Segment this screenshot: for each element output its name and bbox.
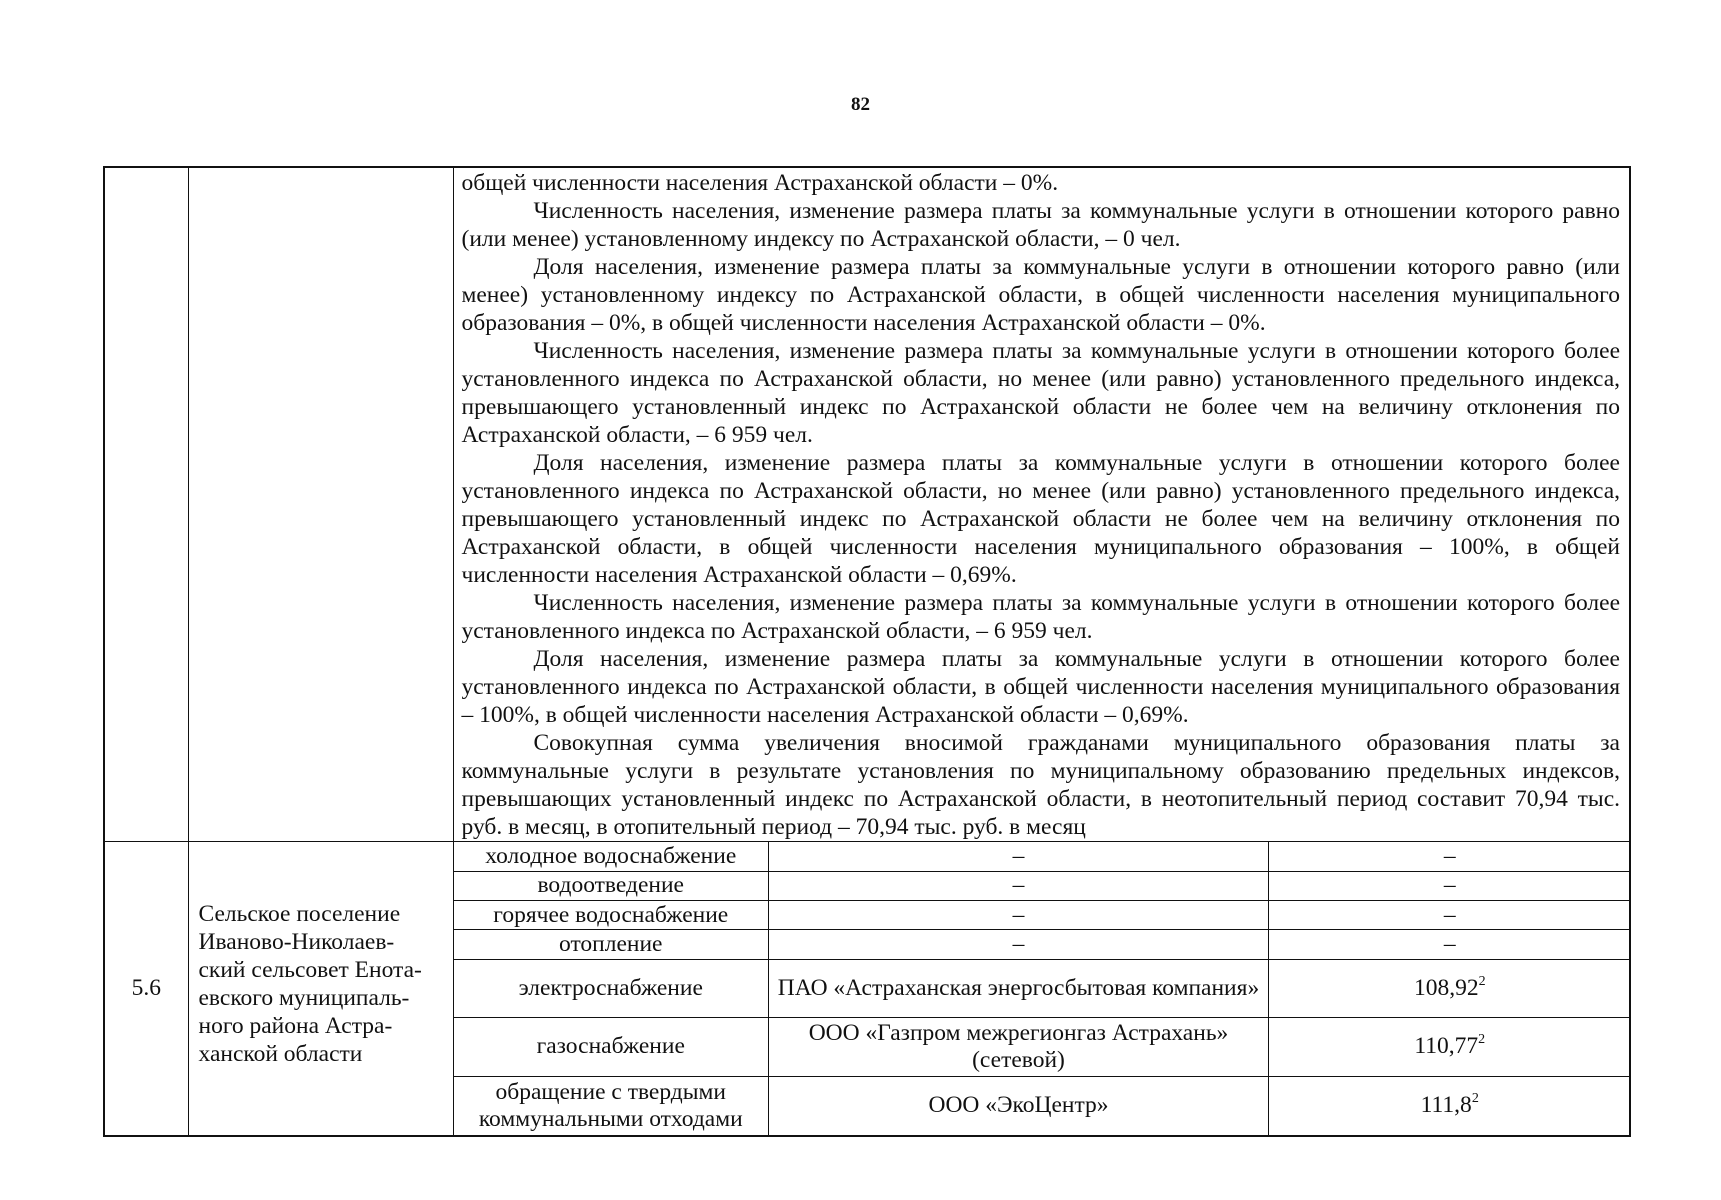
paragraph: Совокупная сумма увеличения вносимой гражданами муниципального образования платы за коммунальные услуги в результате установления по муниципальному образованию предельных индексов, превышающих установленный индекс по Астраханской области, в неотопительный период составит 70,94 тыс. руб. в месяц, в отопительный период – 70,94 тыс. руб. в месяц [461, 730, 1620, 840]
service-provider: – [769, 930, 1269, 959]
service-index: 111,8$^2$ [1269, 1076, 1631, 1135]
service-name: горячее водоснабжение [454, 901, 769, 930]
paragraph: Численность населения, изменение размера платы за коммунальные услуги в отношении которого более установленного индекса по Астраханской области, но менее (или равно) установленного предельного индекса, превышающего установленный индекс по Астраханской области не более чем на величину отклонения по Астраханской области, – 6 959 чел. [461, 338, 1620, 448]
services-table [454, 842, 1631, 1135]
page-number: 82 [851, 94, 870, 115]
paragraph: Доля населения, изменение размера платы за коммунальные услуги в отношении которого равно (или менее) установленному индексу по Астраханской области, в общей численности населения муниципального образования – 0%, в общей численности населения Астраханской области – 0%. [461, 254, 1620, 336]
service-name: холодное водоснабжение [454, 842, 769, 871]
service-row [454, 930, 1631, 959]
service-index: 110,77$^2$ [1269, 1018, 1631, 1077]
service-provider: ПАО «Астраханская энергосбытовая компания» [769, 959, 1269, 1018]
service-row [454, 1018, 1631, 1077]
entry-name-line: ский сельсовет Енота- [198, 957, 422, 983]
service-row [454, 1076, 1631, 1135]
entry-number: 5.6 [104, 842, 188, 1136]
service-index: 108,92$^2$ [1269, 959, 1631, 1018]
service-provider: ООО «ЭкоЦентр» [769, 1076, 1269, 1135]
entry-name-line: ханской области [198, 1041, 363, 1067]
entry-name-line: ного района Астра- [198, 1013, 393, 1039]
paragraph: Численность населения, изменение размера платы за коммунальные услуги в отношении которого более установленного индекса по Астраханской области, – 6 959 чел. [461, 590, 1620, 644]
entry-name-line: Сельское поселение [198, 901, 401, 927]
continuation-text [453, 167, 1630, 842]
services-cell [453, 842, 1630, 1136]
entry-name-line: Иваново-Николаев- [198, 929, 395, 955]
entry-name-line: евского муниципаль- [198, 985, 410, 1011]
service-provider: – [769, 871, 1269, 900]
service-row [454, 871, 1631, 900]
paragraph: Численность населения, изменение размера платы за коммунальные услуги в отношении которого равно (или менее) установленному индексу по Астраханской области, – 0 чел. [461, 198, 1620, 252]
entry-name [188, 842, 453, 1136]
document-table [103, 166, 1631, 1137]
service-provider: – [769, 901, 1269, 930]
service-name: водоотведение [454, 871, 769, 900]
paragraph: общей численности населения Астраханской области – 0%. [461, 170, 1059, 196]
service-index: – [1269, 842, 1631, 871]
service-index: – [1269, 871, 1631, 900]
service-index: – [1269, 901, 1631, 930]
service-name: газоснабжение [454, 1018, 769, 1077]
service-provider: – [769, 842, 1269, 871]
name-cell-empty [188, 167, 453, 842]
paragraph: Доля населения, изменение размера платы за коммунальные услуги в отношении которого более установленного индекса по Астраханской области, но менее (или равно) установленного предельного индекса, превышающего установленный индекс по Астраханской области не более чем на величину отклонения по Астраханской области, в общей численности населения муниципального образования – 100%, в общей численности населения Астраханской области – 0,69%. [461, 450, 1620, 588]
service-row [454, 842, 1631, 871]
service-name: электроснабжение [454, 959, 769, 1018]
service-index: – [1269, 930, 1631, 959]
service-name: обращение с твердыми коммунальными отходами [454, 1076, 769, 1135]
service-name: отопление [454, 930, 769, 959]
continuation-row [104, 167, 1630, 842]
paragraph: Доля населения, изменение размера платы за коммунальные услуги в отношении которого более установленного индекса по Астраханской области, в общей численности населения муниципального образования – 100%, в общей численности населения Астраханской области – 0,69%. [461, 646, 1620, 728]
entry-row [104, 842, 1630, 1136]
service-row [454, 901, 1631, 930]
number-cell-empty [104, 167, 188, 842]
service-row [454, 959, 1631, 1018]
service-provider: ООО «Газпром межрегионгаз Астрахань» (сетевой) [769, 1018, 1269, 1077]
